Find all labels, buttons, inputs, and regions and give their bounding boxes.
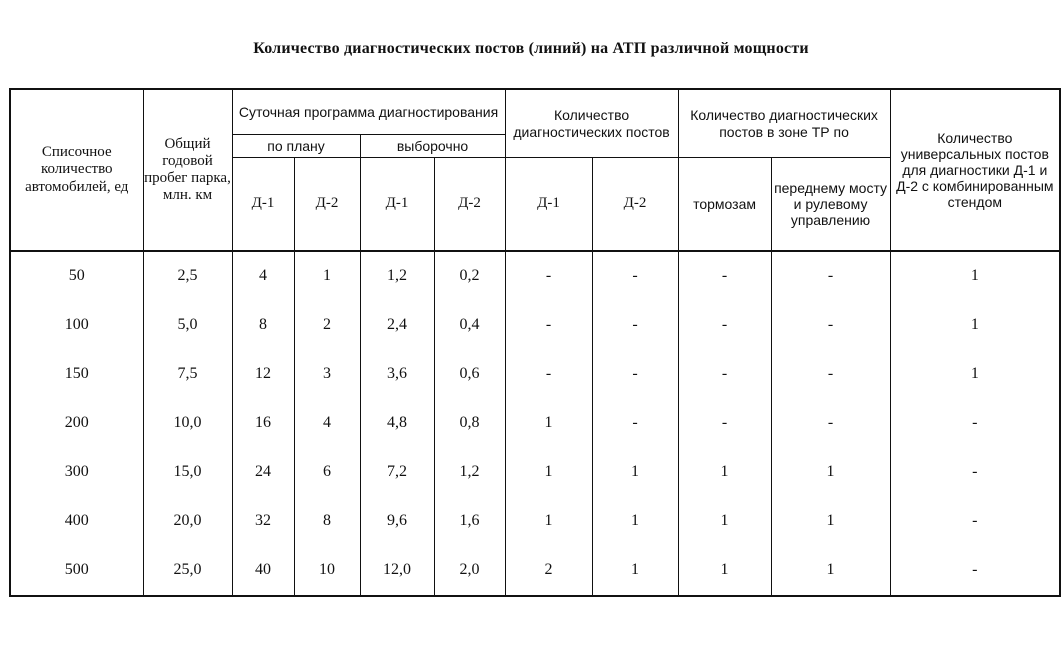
cell-vehicle-count: 50 — [10, 251, 143, 301]
cell-selective-d1: 4,8 — [360, 399, 434, 448]
header-tr-posts: Количество диагностических постов в зоне ТР по — [678, 89, 890, 158]
cell-selective-d1: 12,0 — [360, 546, 434, 596]
cell-vehicle-count: 150 — [10, 350, 143, 399]
cell-selective-d1: 7,2 — [360, 448, 434, 497]
cell-selective-d2: 0,8 — [434, 399, 505, 448]
cell-selective-d2: 0,4 — [434, 301, 505, 350]
cell-universal: - — [890, 546, 1060, 596]
cell-brakes: - — [678, 399, 771, 448]
cell-selective-d1: 1,2 — [360, 251, 434, 301]
header-annual-mileage: Общий годовой пробег парка, млн. км — [143, 89, 232, 251]
cell-plan-d1: 40 — [232, 546, 294, 596]
cell-front-axle: - — [771, 301, 890, 350]
cell-vehicle-count: 100 — [10, 301, 143, 350]
cell-mileage: 5,0 — [143, 301, 232, 350]
cell-mileage: 15,0 — [143, 448, 232, 497]
cell-posts-d2: - — [592, 251, 678, 301]
header-daily-program: Суточная программа диагностирования — [232, 89, 505, 135]
header-selective-d1: Д-1 — [360, 158, 434, 252]
cell-plan-d1: 32 — [232, 497, 294, 546]
cell-posts-d2: - — [592, 301, 678, 350]
cell-plan-d1: 16 — [232, 399, 294, 448]
cell-selective-d1: 3,6 — [360, 350, 434, 399]
cell-posts-d1: 1 — [505, 497, 592, 546]
cell-plan-d2: 1 — [294, 251, 360, 301]
cell-universal: - — [890, 399, 1060, 448]
table-row — [10, 448, 1060, 497]
cell-posts-d2: 1 — [592, 448, 678, 497]
cell-vehicle-count: 500 — [10, 546, 143, 596]
cell-plan-d1: 8 — [232, 301, 294, 350]
header-brakes: тормозам — [678, 158, 771, 252]
cell-brakes: - — [678, 350, 771, 399]
cell-selective-d2: 0,2 — [434, 251, 505, 301]
cell-front-axle: 1 — [771, 448, 890, 497]
cell-posts-d1: 1 — [505, 448, 592, 497]
cell-plan-d1: 4 — [232, 251, 294, 301]
cell-plan-d2: 6 — [294, 448, 360, 497]
header-diagnostic-posts: Количество диагностических постов — [505, 89, 678, 158]
cell-front-axle: - — [771, 350, 890, 399]
cell-selective-d2: 2,0 — [434, 546, 505, 596]
table-row — [10, 399, 1060, 448]
cell-brakes: 1 — [678, 448, 771, 497]
header-posts-d2: Д-2 — [592, 158, 678, 252]
cell-brakes: 1 — [678, 546, 771, 596]
cell-plan-d2: 10 — [294, 546, 360, 596]
cell-plan-d2: 3 — [294, 350, 360, 399]
cell-posts-d1: - — [505, 301, 592, 350]
cell-mileage: 10,0 — [143, 399, 232, 448]
cell-mileage: 20,0 — [143, 497, 232, 546]
cell-universal: 1 — [890, 301, 1060, 350]
header-plan-d2: Д-2 — [294, 158, 360, 252]
cell-selective-d2: 1,2 — [434, 448, 505, 497]
cell-posts-d2: - — [592, 350, 678, 399]
header-front-axle-steering: переднему мосту и рулевому управлению — [771, 158, 890, 252]
header-by-plan: по плану — [232, 135, 360, 158]
cell-posts-d1: - — [505, 350, 592, 399]
header-posts-d1: Д-1 — [505, 158, 592, 252]
cell-plan-d1: 12 — [232, 350, 294, 399]
cell-front-axle: 1 — [771, 546, 890, 596]
cell-universal: - — [890, 448, 1060, 497]
cell-vehicle-count: 200 — [10, 399, 143, 448]
cell-posts-d2: 1 — [592, 497, 678, 546]
table-row — [10, 546, 1060, 596]
cell-vehicle-count: 300 — [10, 448, 143, 497]
cell-posts-d2: - — [592, 399, 678, 448]
cell-selective-d1: 9,6 — [360, 497, 434, 546]
table-title: Количество диагностических постов (линий) на АТП различной мощности — [253, 40, 809, 57]
table-row — [10, 251, 1060, 301]
header-universal-posts: Количество универсальных постов для диагностики Д-1 и Д-2 с комбинированным стендом — [890, 89, 1060, 251]
cell-plan-d2: 4 — [294, 399, 360, 448]
cell-universal: - — [890, 497, 1060, 546]
header-vehicle-count: Списочное количество автомобилей, ед — [10, 89, 143, 251]
cell-universal: 1 — [890, 350, 1060, 399]
cell-selective-d2: 1,6 — [434, 497, 505, 546]
cell-brakes: - — [678, 251, 771, 301]
cell-mileage: 7,5 — [143, 350, 232, 399]
header-selective: выборочно — [360, 135, 505, 158]
cell-plan-d2: 2 — [294, 301, 360, 350]
table-row — [10, 350, 1060, 399]
cell-mileage: 25,0 — [143, 546, 232, 596]
diagnostic-posts-table — [9, 88, 1061, 597]
header-plan-d1: Д-1 — [232, 158, 294, 252]
cell-posts-d1: - — [505, 251, 592, 301]
cell-vehicle-count: 400 — [10, 497, 143, 546]
cell-brakes: - — [678, 301, 771, 350]
cell-posts-d2: 1 — [592, 546, 678, 596]
header-selective-d2: Д-2 — [434, 158, 505, 252]
cell-universal: 1 — [890, 251, 1060, 301]
table-row — [10, 301, 1060, 350]
cell-brakes: 1 — [678, 497, 771, 546]
cell-selective-d1: 2,4 — [360, 301, 434, 350]
cell-front-axle: - — [771, 251, 890, 301]
cell-front-axle: 1 — [771, 497, 890, 546]
cell-mileage: 2,5 — [143, 251, 232, 301]
cell-front-axle: - — [771, 399, 890, 448]
cell-plan-d1: 24 — [232, 448, 294, 497]
cell-posts-d1: 2 — [505, 546, 592, 596]
cell-selective-d2: 0,6 — [434, 350, 505, 399]
cell-plan-d2: 8 — [294, 497, 360, 546]
table-row — [10, 497, 1060, 546]
cell-posts-d1: 1 — [505, 399, 592, 448]
